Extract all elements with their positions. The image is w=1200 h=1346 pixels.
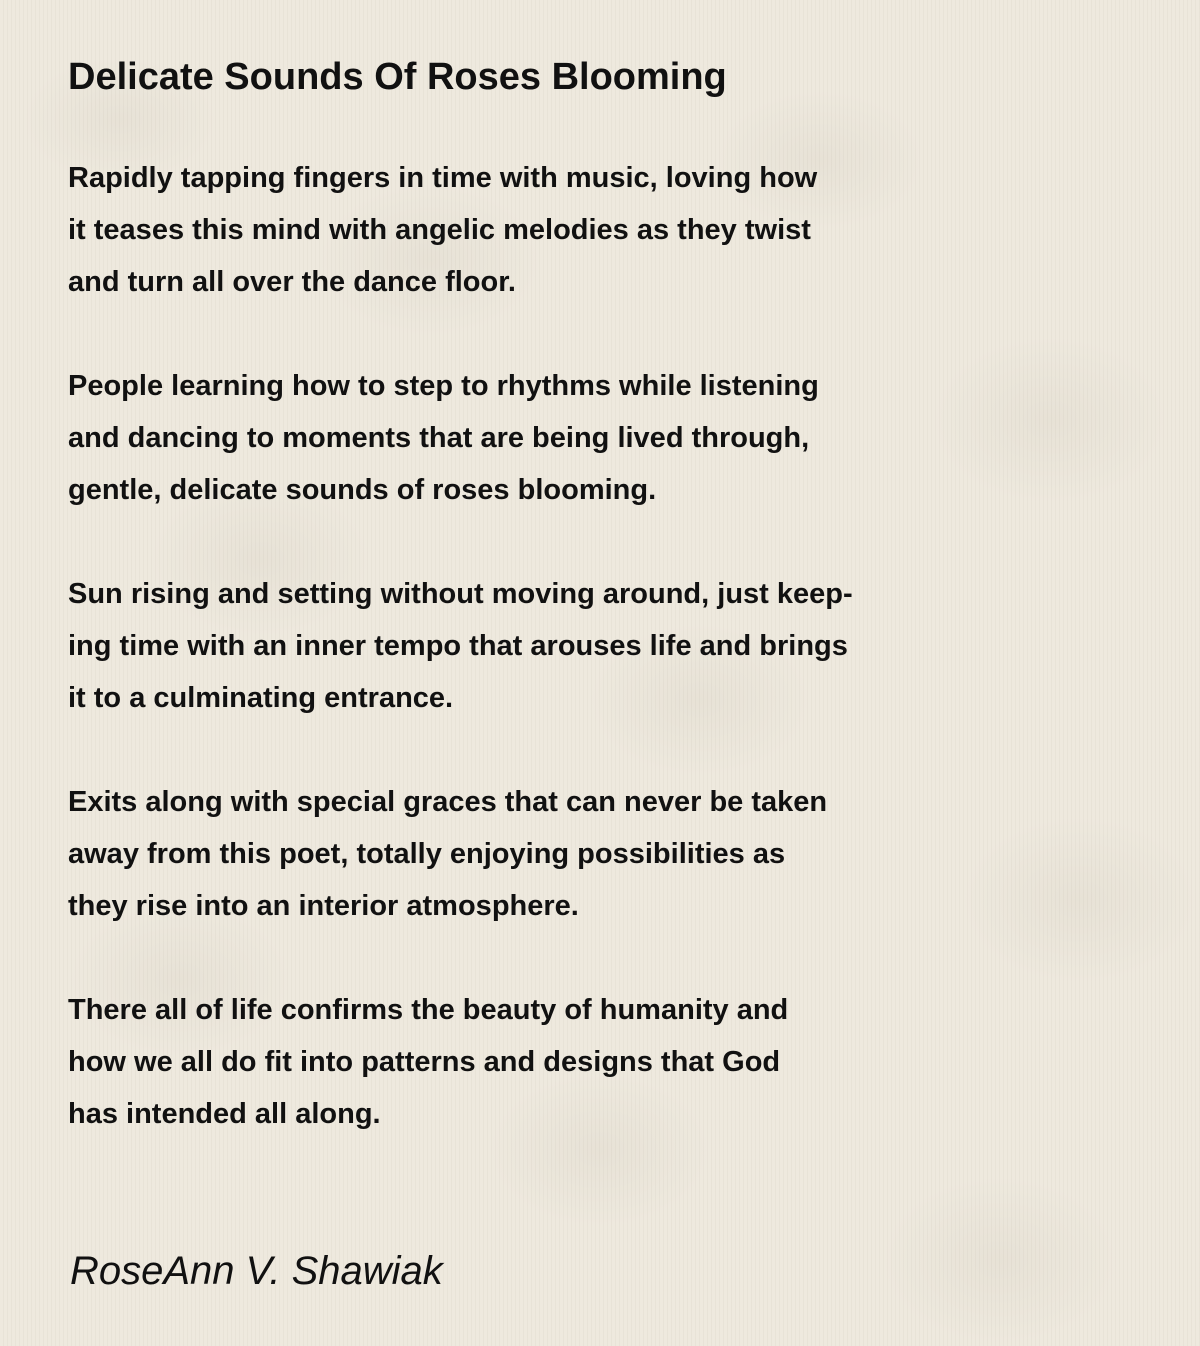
stanza-3	[68, 568, 1068, 724]
stanza-1	[68, 152, 1068, 308]
poem-line: it teases this mind with angelic melodies as they twist	[68, 214, 811, 246]
poem-line: Sun rising and setting without moving around, just keep-	[68, 578, 853, 610]
poem-title: Delicate Sounds Of Roses Blooming	[68, 56, 727, 98]
poem-line: Rapidly tapping fingers in time with music, loving how	[68, 162, 818, 194]
poem-line: has intended all along.	[68, 1098, 381, 1130]
stanza-2	[68, 360, 1068, 516]
poem-line: they rise into an interior atmosphere.	[68, 890, 579, 922]
poem-line: it to a culminating entrance.	[68, 682, 454, 714]
poem-line: People learning how to step to rhythms while listening	[68, 370, 819, 402]
poem-line: and dancing to moments that are being lived through,	[68, 422, 810, 454]
poem-line: Exits along with special graces that can never be taken	[68, 786, 828, 818]
poem-line: away from this poet, totally enjoying possibilities as	[68, 838, 786, 870]
stanza-5	[68, 984, 1068, 1140]
stanza-4	[68, 776, 1068, 932]
poem-body	[68, 152, 1068, 1192]
poem-line: ing time with an inner tempo that arouses life and brings	[68, 630, 848, 662]
poem-author: RoseAnn V. Shawiak	[70, 1249, 443, 1293]
poem-line: gentle, delicate sounds of roses blooming.	[68, 474, 657, 506]
poem-line: There all of life confirms the beauty of humanity and	[68, 994, 789, 1026]
poem-line: and turn all over the dance floor.	[68, 266, 516, 298]
poem-line: how we all do fit into patterns and designs that God	[68, 1046, 781, 1078]
